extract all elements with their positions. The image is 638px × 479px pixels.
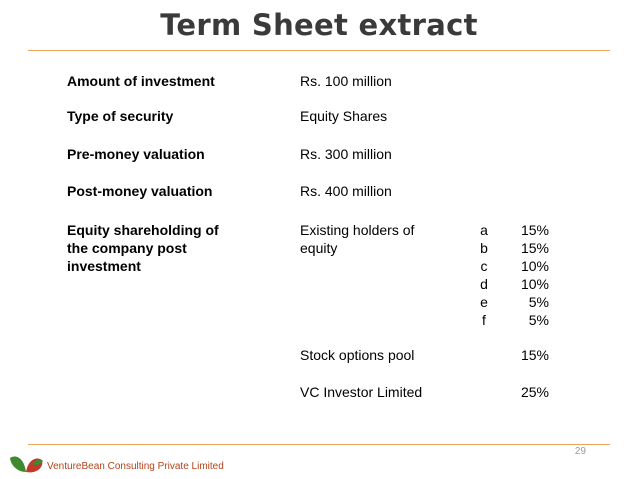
existing-holders-line2: equity bbox=[300, 240, 338, 256]
amount-value: Rs. 100 million bbox=[300, 73, 392, 89]
vc-investor-pct: 25% bbox=[520, 384, 549, 400]
security-value: Equity Shares bbox=[300, 108, 388, 124]
company-name: VentureBean Consulting Private Limited bbox=[47, 461, 224, 472]
shareholding-label-line1: Equity shareholding of bbox=[67, 222, 219, 238]
venturebean-logo bbox=[8, 450, 46, 478]
shareholding-label-line2: the company post bbox=[67, 240, 187, 256]
holder-letter: d bbox=[480, 276, 488, 292]
holder-pct: 5% bbox=[528, 294, 549, 310]
holder-pct: 10% bbox=[520, 258, 549, 274]
slide-title: Term Sheet extract bbox=[160, 8, 478, 42]
holder-pct: 10% bbox=[520, 276, 549, 292]
pre-money-value: Rs. 300 million bbox=[300, 146, 392, 162]
pre-money-label: Pre-money valuation bbox=[67, 146, 205, 162]
holder-letter: a bbox=[480, 222, 488, 238]
post-money-label: Post-money valuation bbox=[67, 183, 213, 199]
holder-pct: 5% bbox=[528, 312, 549, 328]
holder-pct: 15% bbox=[520, 222, 549, 238]
existing-holders-line1: Existing holders of bbox=[300, 222, 415, 238]
holder-pct: 15% bbox=[520, 240, 549, 256]
holder-letter: b bbox=[480, 240, 488, 256]
footer-divider bbox=[28, 444, 610, 445]
stock-options-pct: 15% bbox=[520, 347, 549, 363]
vc-investor-label: VC Investor Limited bbox=[300, 384, 423, 400]
stock-options-label: Stock options pool bbox=[300, 347, 415, 363]
holder-letter: f bbox=[482, 312, 486, 328]
amount-label: Amount of investment bbox=[67, 73, 215, 89]
title-divider bbox=[28, 50, 610, 51]
logo-leaf-left-icon bbox=[10, 457, 26, 472]
security-label: Type of security bbox=[67, 108, 174, 124]
holder-letter: c bbox=[480, 258, 488, 274]
post-money-value: Rs. 400 million bbox=[300, 183, 392, 199]
holder-letter: e bbox=[480, 294, 488, 310]
page-number: 29 bbox=[574, 446, 586, 457]
shareholding-label-line3: investment bbox=[67, 258, 141, 274]
